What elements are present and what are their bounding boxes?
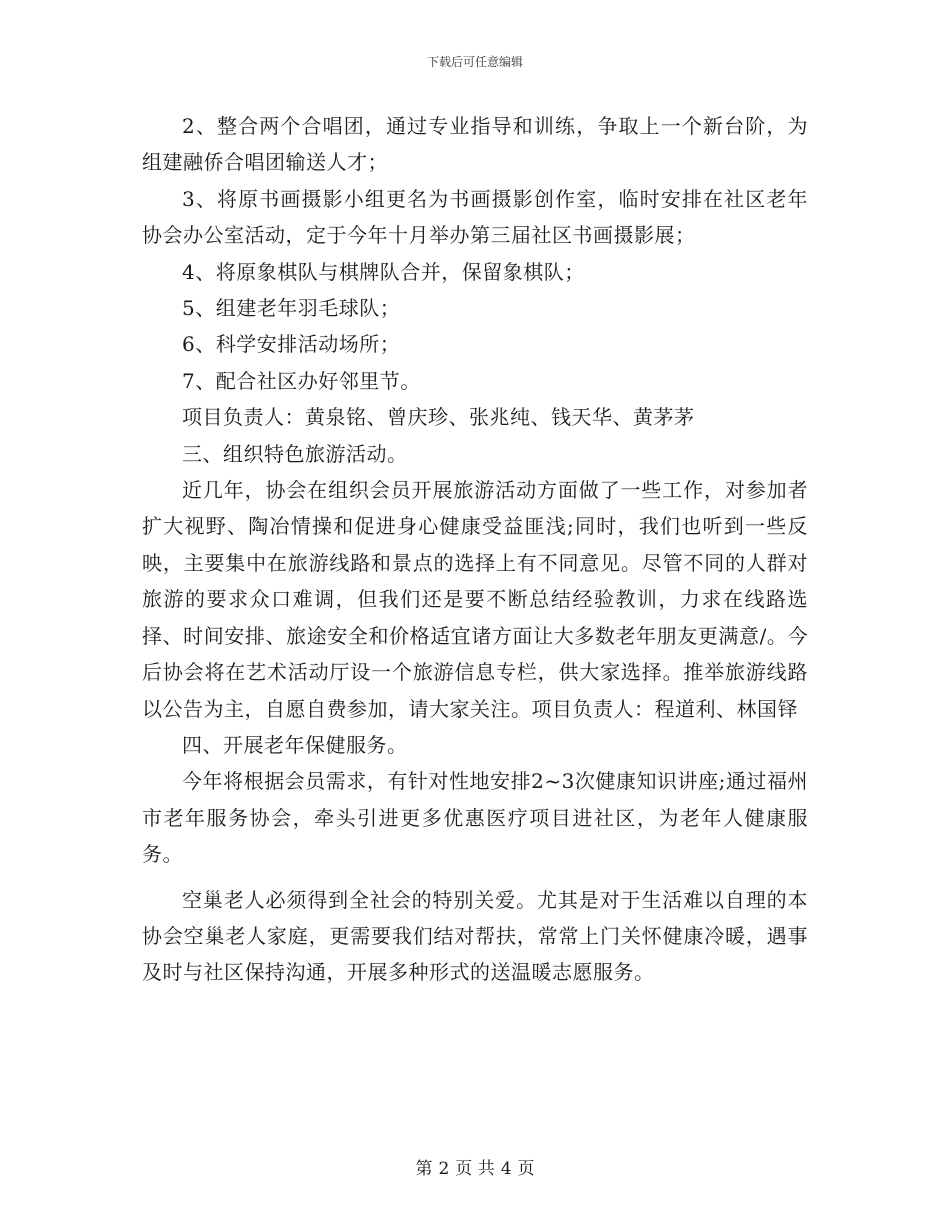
page-total-number: 4 <box>500 1159 512 1179</box>
project-leaders-line: 项目负责人：黄泉铭、曾庆珍、张兆纯、钱天华、黄茅茅 <box>182 405 695 430</box>
page-header-note: 下载后可任意编辑 <box>426 55 523 69</box>
paragraph-item-7: 7、配合社区办好邻里节。 <box>182 368 421 393</box>
page-label-prefix: 第 <box>415 1159 433 1179</box>
page-current-number: 2 <box>438 1159 450 1179</box>
page-label-suffix: 页 <box>517 1159 535 1179</box>
paragraph-empty-nest: 空巢老人必须得到全社会的特别关爱。尤其是对于生活难以自理的本协会空巢老人家庭，更需要我们结对帮扶，常常上门关怀健康冷暖，遇事及时与社区保持沟通，开展多种形式的送温暖志愿服务。 <box>142 887 808 985</box>
paragraph-item-2: 2、整合两个合唱团，通过专业指导和训练，争取上一个新台阶，为组建融侨合唱团输送人才； <box>142 114 808 175</box>
document-body <box>142 108 808 991</box>
page-label-mid: 页 共 <box>455 1159 495 1179</box>
paragraph-health: 今年将根据会员需求，有针对性地安排2~3次健康知识讲座;通过福州市老年服务协会，牵头引进更多优惠医疗项目进社区，为老年人健康服务。 <box>142 769 808 867</box>
paragraph-item-4: 4、将原象棋队与棋牌队合并，保留象棋队； <box>182 259 585 284</box>
paragraph-item-5: 5、组建老年羽毛球队； <box>182 296 401 321</box>
paragraph-travel: 近几年，协会在组织会员开展旅游活动方面做了一些工作，对参加者扩大视野、陶冶情操和促进身心健康受益匪浅;同时，我们也听到一些反映，主要集中在旅游线路和景点的选择上有不同意见。尽管不同的人群对旅游的要求众口难调，但我们还是要不断总结经验教训，力求在线路选择、时间安排、旅途安全和价格适宜诸方面让大多数老年朋友更满意/。今后协会将在艺术活动厅设一个旅游信息专栏，供大家选择。推举旅游线路以公告为主，自愿自费参加，请大家关注。项目负责人：程道利、林国铎 <box>142 478 808 721</box>
section-heading-health: 四、开展老年保健服务。 <box>182 732 408 757</box>
paragraph-item-3: 3、将原书画摄影小组更名为书画摄影创作室，临时安排在社区老年协会办公室活动，定于今年十月举办第三届社区书画摄影展； <box>142 186 808 248</box>
paragraph-item-6: 6、科学安排活动场所； <box>182 332 401 357</box>
section-heading-travel: 三、组织特色旅游活动。 <box>182 441 408 466</box>
page-footer <box>0 1154 950 1179</box>
